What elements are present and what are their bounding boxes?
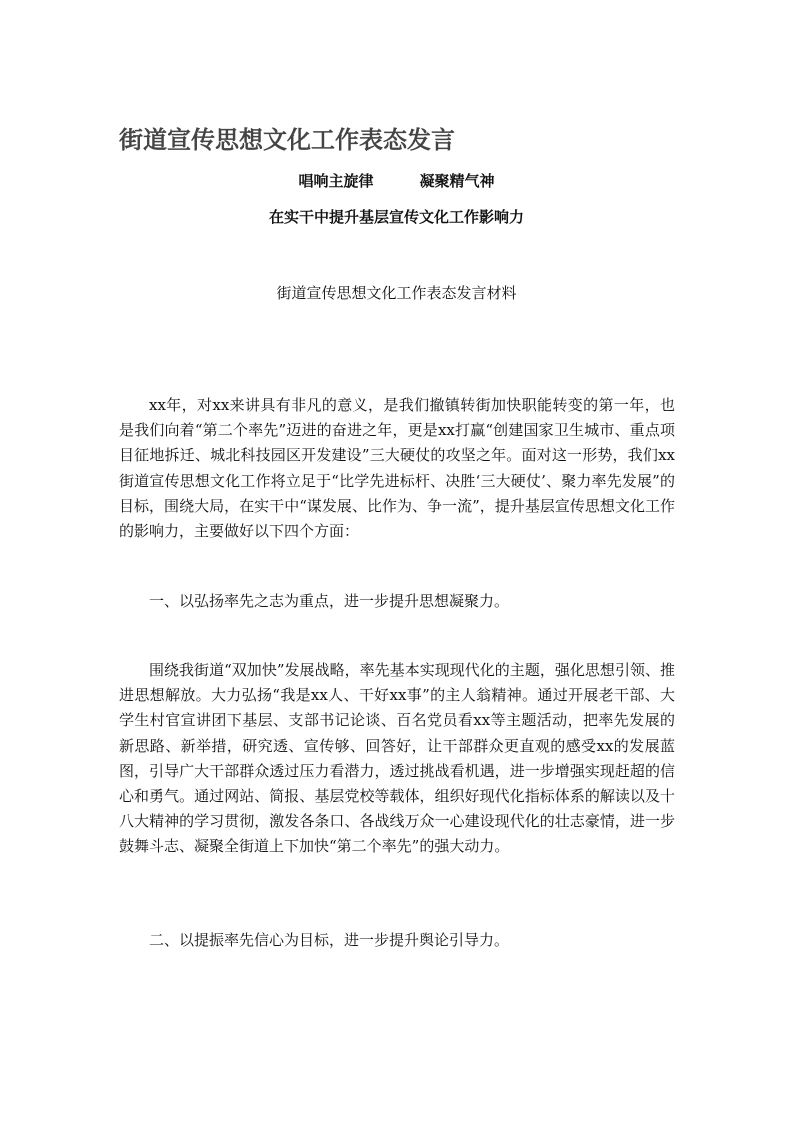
subtitle-line-1 — [0, 170, 793, 191]
subtitle-line-2: 在实干中提升基层宣传文化工作影响力 — [268, 208, 524, 226]
body-paragraph-1: xx年，对xx来讲具有非凡的意义，是我们撤镇转街加快职能转变的第一年，也是我们向着“第二个率先”迈进的奋进之年，更是xx打赢“创建国家卫生城市、重点项目征地拆迁、城北科技园区开发建设”三大硬仗的攻坚之年。面对这一形势，我们xx街道宣传思想文化工作将立足于“比学先进标杆、决胜‘三大硬仗’、聚力率先发展”的目标，围绕大局，在实干中“谋发展、比作为、争一流”，提升基层宣传思想文化工作的影响力，主要做好以下四个方面： — [119, 396, 675, 541]
subtitle-right: 凝聚精气神 — [419, 172, 495, 190]
section-heading-2: 二、以提振率先信心为目标，进一步提升舆论引导力。 — [149, 931, 510, 949]
document-title: 街道宣传思想文化工作表态发言 — [119, 126, 455, 154]
material-heading: 街道宣传思想文化工作表态发言材料 — [276, 284, 517, 302]
body-paragraph-2: 围绕我街道“双加快”发展战略，率先基本实现现代化的主题，强化思想引领、推进思想解放。大力弘扬“我是xx人、干好xx事”的主人翁精神。通过开展老干部、大学生村官宣讲团下基层、支部书记论谈、百名党员看xx等主题活动，把率先发展的新思路、新举措，研究透、宣传够、回答好，让干部群众更直观的感受xx的发展蓝图，引导广大干部群众透过压力看潜力，透过挑战看机遇，进一步增强实现赶超的信心和勇气。通过网站、简报、基层党校等载体，组织好现代化指标体系的解读以及十八大精神的学习贯彻，激发各条口、各战线万众一心建设现代化的壮志豪情，进一步鼓舞斗志、凝聚全街道上下加快“第二个率先”的强大动力。 — [119, 661, 675, 856]
subtitle-left: 唱响主旋律 — [298, 172, 374, 190]
section-heading-1: 一、以弘扬率先之志为重点，进一步提升思想凝聚力。 — [149, 592, 510, 610]
